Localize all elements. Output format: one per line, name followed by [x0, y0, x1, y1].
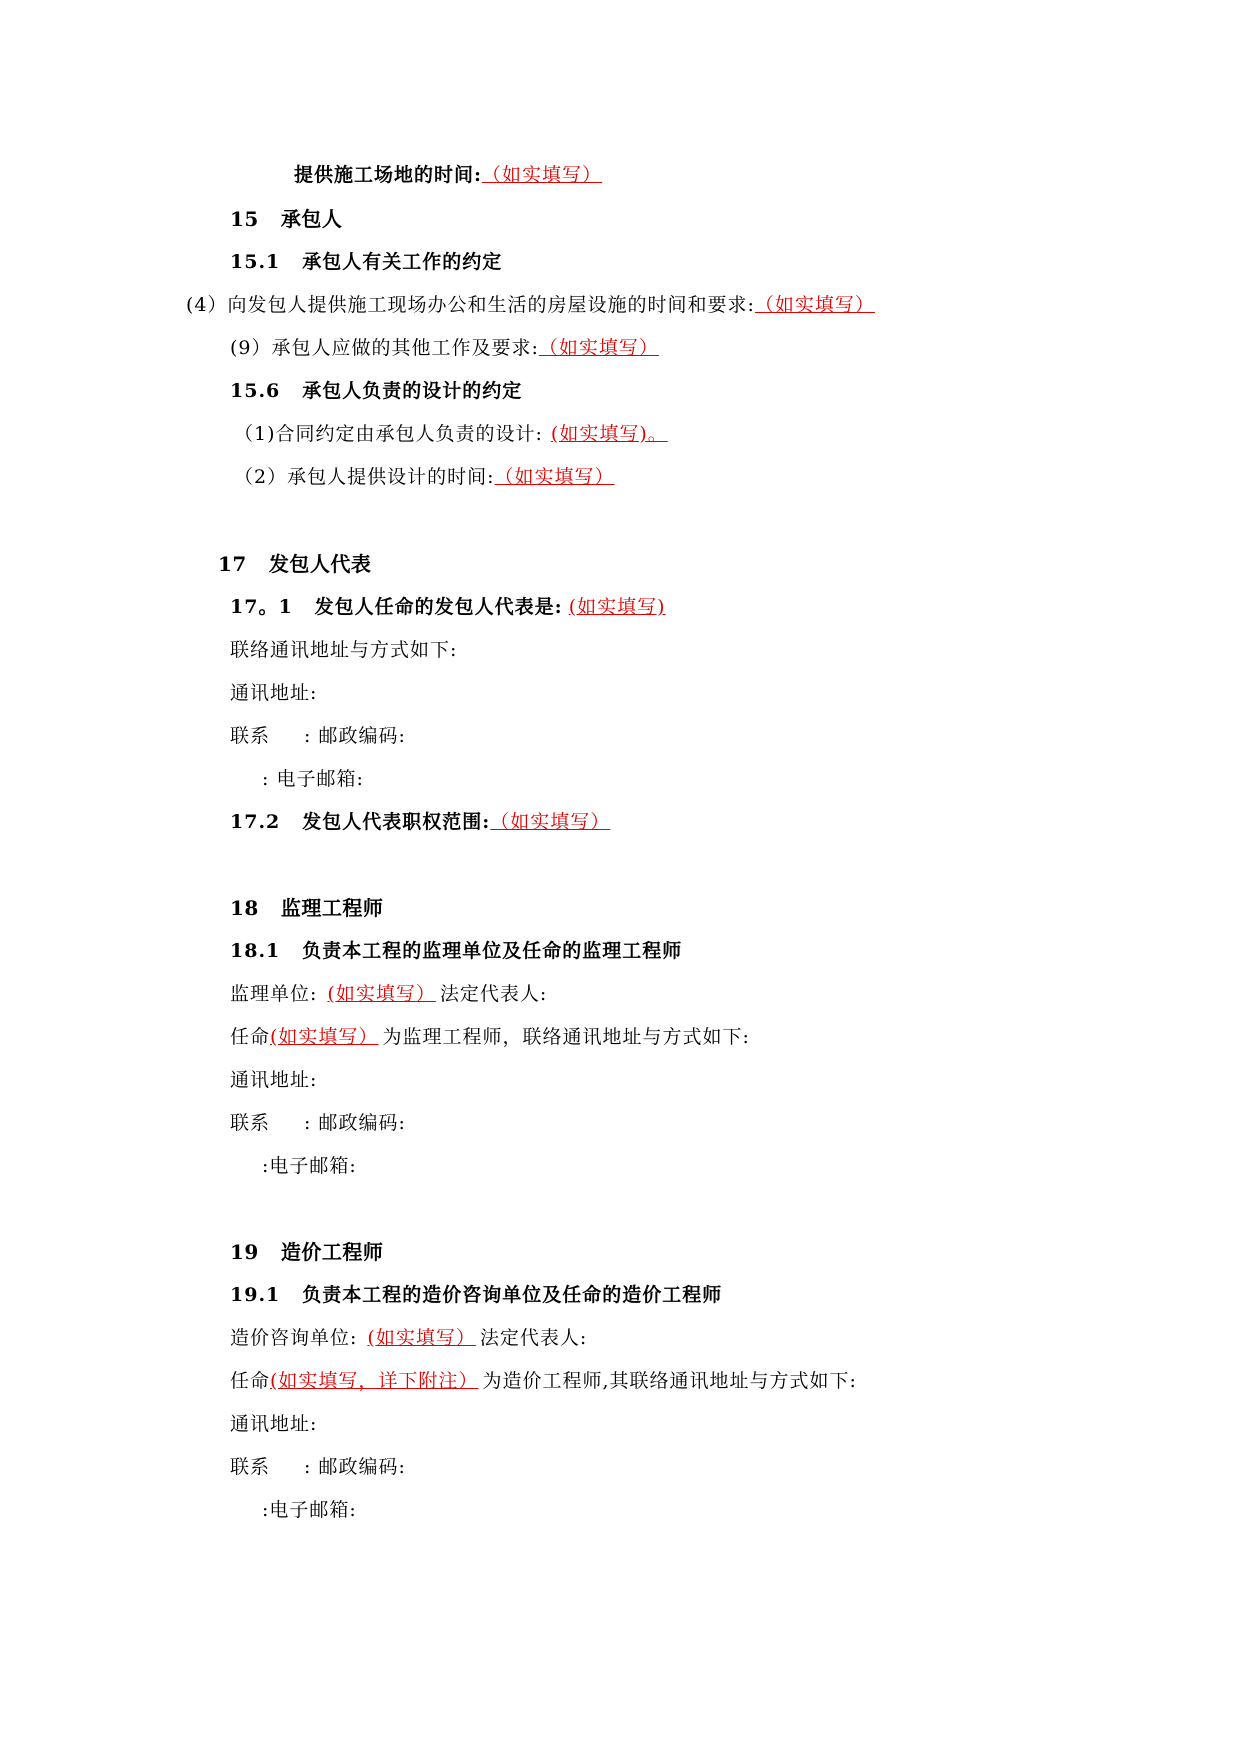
site-time-label: 提供施工场地的时间:	[294, 164, 483, 186]
subsection-18-1-title: 负责本工程的监理单位及任命的监理工程师	[302, 940, 683, 962]
design-item-1-label: （1)合同约定由承包人负责的设计:	[234, 423, 543, 445]
section-15-heading	[230, 206, 342, 232]
subsection-18-1-number: 18.1	[230, 940, 281, 962]
section-17-number: 17	[218, 552, 247, 576]
subsection-17-1-fill: (如实填写)	[568, 596, 666, 618]
supervisor-appoint-suffix: 为监理工程师，联络通讯地址与方式如下:	[382, 1026, 750, 1048]
supervisor-address: 通讯地址:	[230, 1069, 318, 1091]
item-15-1-9-fill: （如实填写）	[538, 337, 659, 359]
item-15-1-4-label: (4）向发包人提供施工现场办公和生活的房屋设施的时间和要求:	[186, 294, 755, 316]
cost-legal-rep-label: 法定代表人:	[479, 1327, 588, 1349]
rep-contact-line	[230, 723, 406, 749]
cost-engineer-appoint-line	[230, 1368, 857, 1394]
supervision-unit-label: 监理单位:	[230, 983, 318, 1005]
supervision-unit-line	[230, 981, 547, 1007]
section-18-title: 监理工程师	[280, 896, 384, 920]
subsection-17-2-number: 17.2	[230, 811, 281, 833]
item-15-1-4-fill: （如实填写）	[754, 294, 875, 316]
design-item-1-fill: (如实填写)。	[550, 423, 668, 445]
supervision-legal-rep-label: 法定代表人:	[439, 983, 548, 1005]
subsection-15-1-heading	[230, 249, 502, 275]
subsection-18-1-heading	[230, 938, 682, 964]
item-15-1-4	[186, 292, 879, 318]
subsection-17-1-number: 17。1	[230, 596, 293, 618]
section-18-number: 18	[230, 896, 259, 920]
supervisor-postcode-label: : 邮政编码:	[304, 1112, 406, 1134]
section-17-heading	[218, 551, 371, 577]
cost-engineer-appoint-prefix: 任命	[230, 1370, 271, 1392]
subsection-19-1-title: 负责本工程的造价咨询单位及任命的造价工程师	[302, 1284, 723, 1306]
cost-engineer-postcode-label: : 邮政编码:	[304, 1456, 406, 1478]
section-18-heading	[230, 895, 383, 921]
cost-engineer-email: :电子邮箱:	[262, 1499, 357, 1521]
subsection-15-6-heading	[230, 378, 522, 404]
subsection-17-2-title: 发包人代表职权范围:	[302, 811, 491, 833]
design-item-2-fill: （如实填写）	[494, 466, 615, 488]
section-19-heading	[230, 1239, 383, 1265]
item-15-1-9	[230, 335, 663, 361]
cost-engineer-address: 通讯地址:	[230, 1413, 318, 1435]
cost-engineer-contact-line	[230, 1454, 406, 1480]
rep-contact-label: 联系	[230, 725, 271, 747]
cost-unit-fill: (如实填写）	[367, 1327, 476, 1349]
cost-unit-line	[230, 1325, 587, 1351]
subsection-17-2-heading	[230, 809, 614, 835]
design-item-2	[234, 464, 619, 490]
design-item-2-label: （2）承包人提供设计的时间:	[234, 466, 495, 488]
subsection-15-6-title: 承包人负责的设计的约定	[302, 380, 523, 402]
cost-engineer-appoint-fill: (如实填写，详下附注）	[270, 1370, 479, 1392]
subsection-15-1-number: 15.1	[230, 251, 281, 273]
design-item-1	[234, 421, 672, 447]
rep-postcode-label: : 邮政编码:	[304, 725, 406, 747]
subsection-15-1-title: 承包人有关工作的约定	[302, 251, 503, 273]
section-15-title: 承包人	[280, 207, 343, 231]
section-15-number: 15	[230, 207, 259, 231]
cost-engineer-appoint-suffix: 为造价工程师,其联络通讯地址与方式如下:	[482, 1370, 857, 1392]
supervisor-email: :电子邮箱:	[262, 1155, 357, 1177]
site-time-fill: （如实填写）	[482, 164, 603, 186]
supervisor-appoint-prefix: 任命	[230, 1026, 271, 1048]
supervisor-contact-label: 联系	[230, 1112, 271, 1134]
cost-unit-label: 造价咨询单位:	[230, 1327, 358, 1349]
cost-engineer-contact-label: 联系	[230, 1456, 271, 1478]
item-15-1-9-label: (9）承包人应做的其他工作及要求:	[230, 337, 539, 359]
site-time-line	[294, 162, 606, 188]
section-19-number: 19	[230, 1240, 259, 1264]
subsection-17-1-title: 发包人任命的发包人代表是:	[314, 596, 563, 618]
rep-address: 通讯地址:	[230, 682, 318, 704]
supervision-unit-fill: (如实填写）	[327, 983, 436, 1005]
subsection-19-1-number: 19.1	[230, 1284, 281, 1306]
supervisor-appoint-line	[230, 1024, 750, 1050]
rep-contact-intro: 联络通讯地址与方式如下:	[230, 639, 458, 661]
supervisor-contact-line	[230, 1110, 406, 1136]
supervisor-appoint-fill: (如实填写）	[270, 1026, 379, 1048]
subsection-15-6-number: 15.6	[230, 380, 281, 402]
section-17-title: 发包人代表	[268, 552, 372, 576]
subsection-17-1-heading	[230, 594, 670, 620]
rep-email: : 电子邮箱:	[262, 768, 364, 790]
section-19-title: 造价工程师	[280, 1240, 384, 1264]
subsection-17-2-fill: （如实填写）	[490, 811, 611, 833]
subsection-19-1-heading	[230, 1282, 722, 1308]
